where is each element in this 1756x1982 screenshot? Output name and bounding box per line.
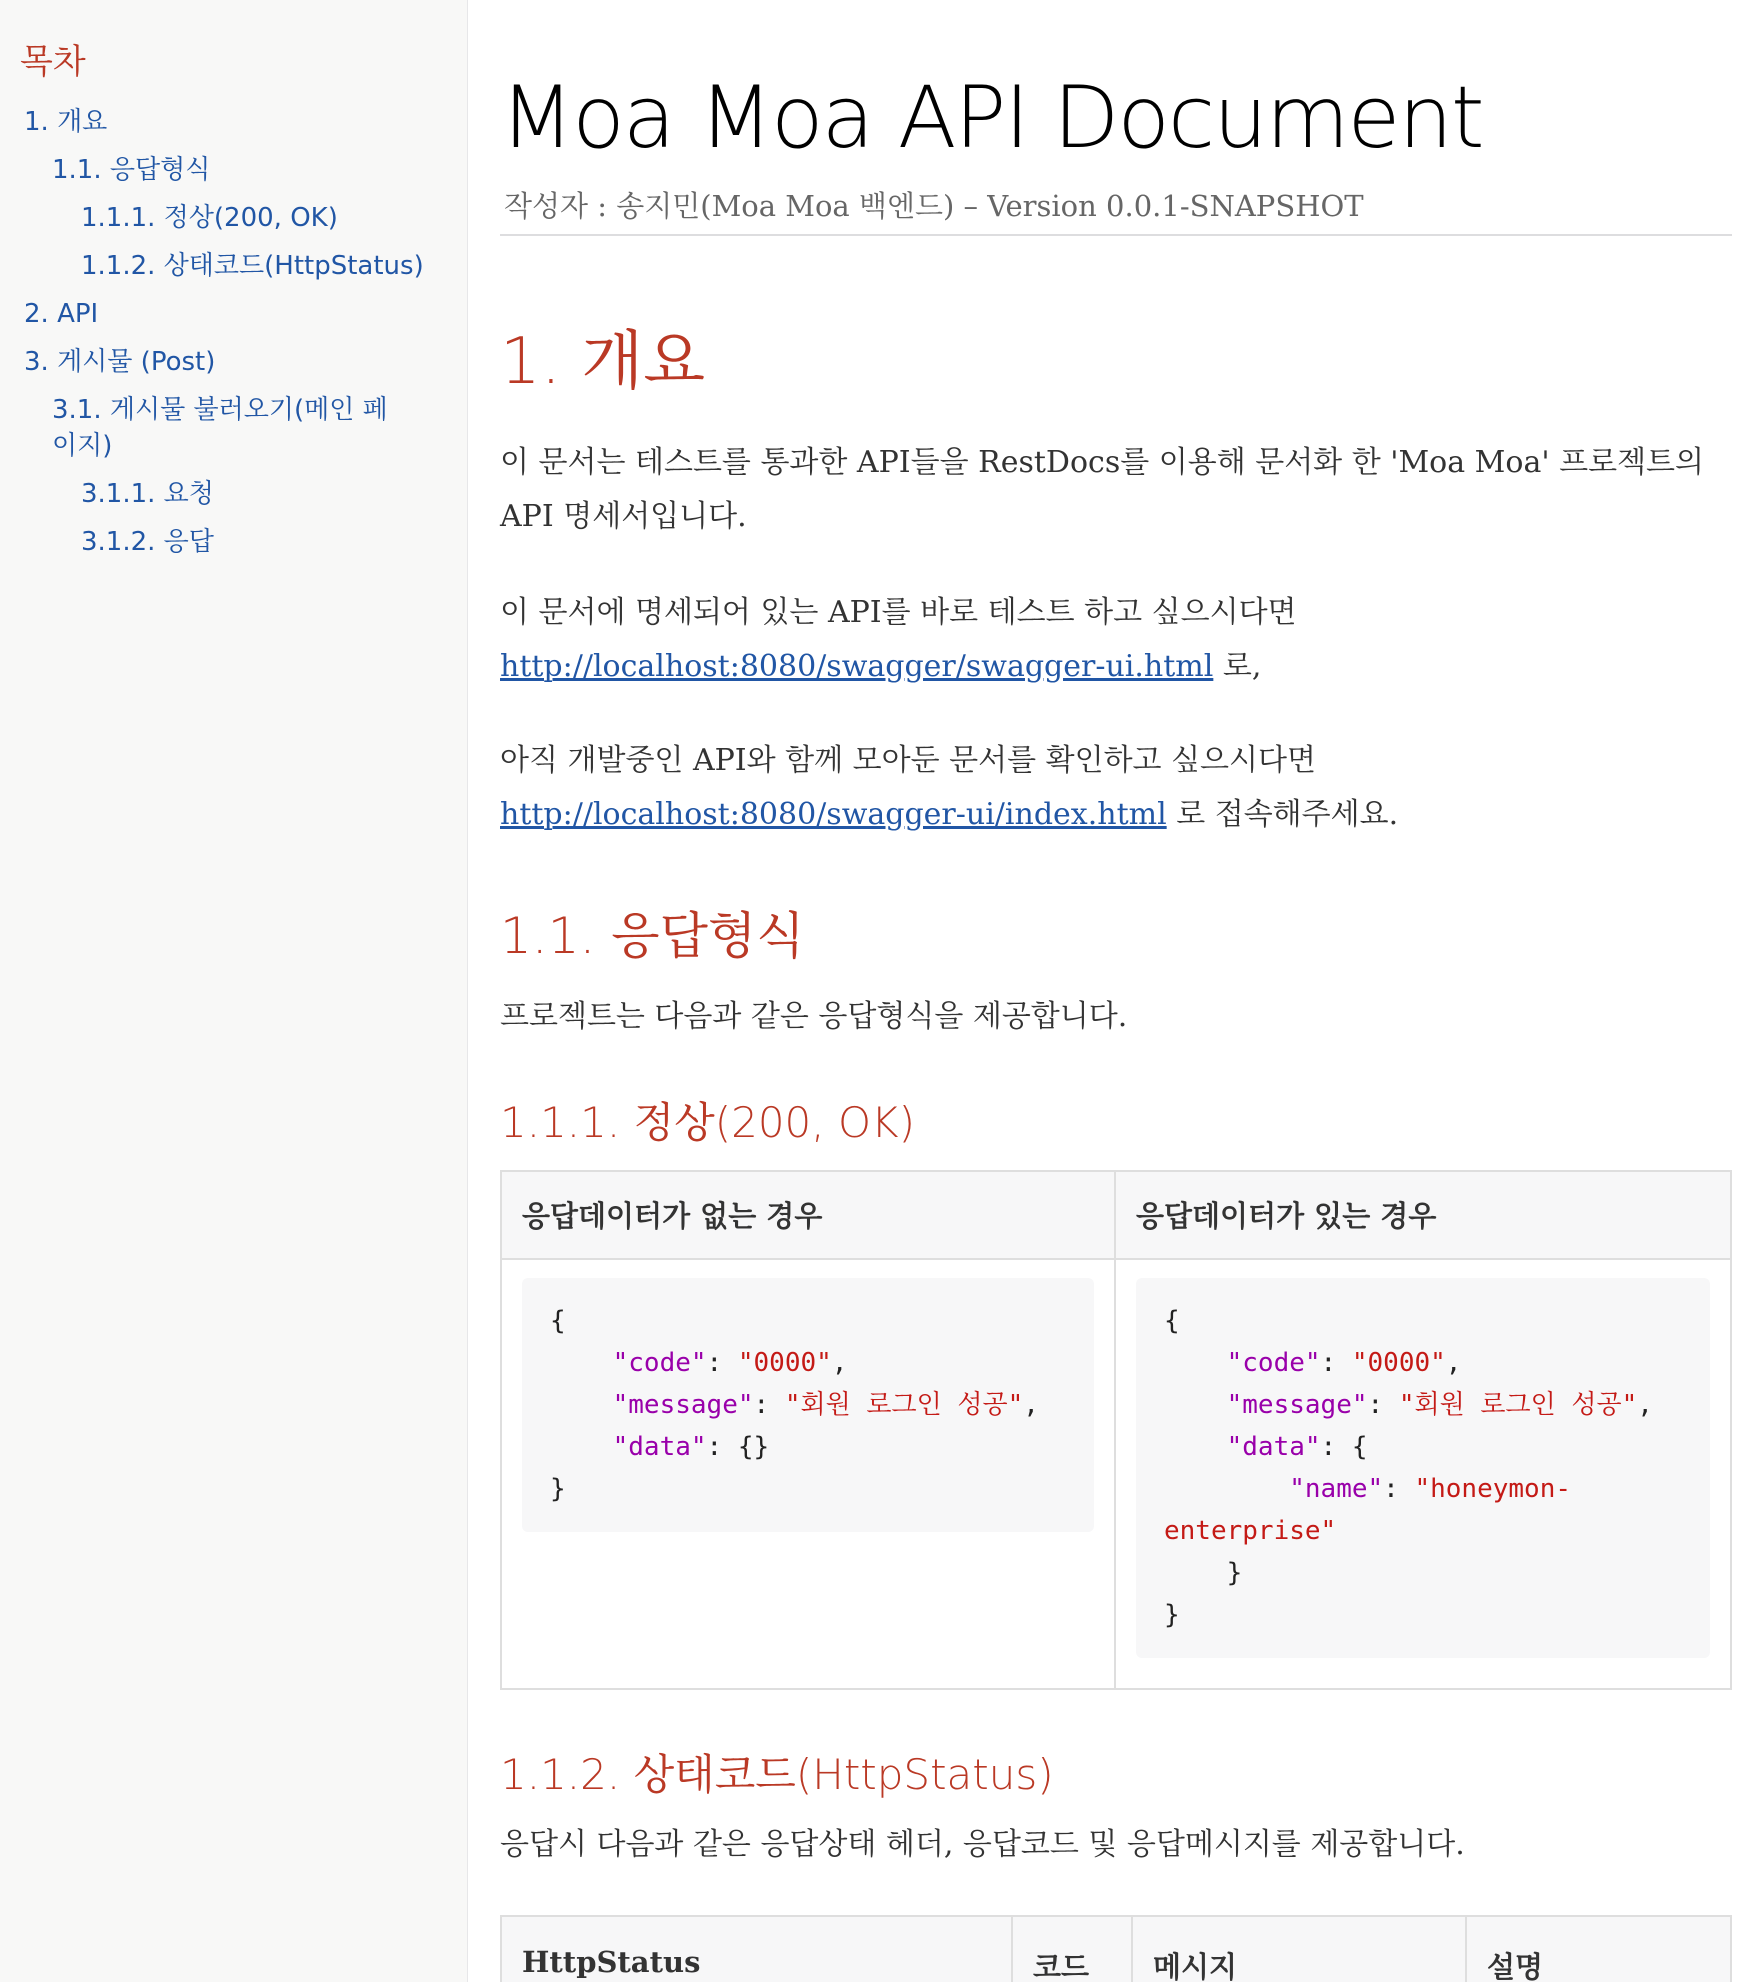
table-header: 응답데이터가 없는 경우 bbox=[501, 1171, 1115, 1259]
code-block: { "code": "0000", "message": "회원 로그인 성공", "data": { "name": "honeymon-enterprise" } } bbox=[1136, 1278, 1710, 1658]
paragraph: 응답시 다음과 같은 응답상태 헤더, 응답코드 및 응답메시지를 제공합니다. bbox=[500, 1827, 1465, 1862]
toc-item[interactable]: 3.1. 게시물 불러오기(메인 페이지) bbox=[52, 395, 388, 461]
table-cell bbox=[501, 1259, 1115, 1689]
paragraph-text: 로 접속해주세요. bbox=[1166, 797, 1399, 832]
paragraph: 이 문서는 테스트를 통과한 API들을 RestDocs를 이용해 문서화 한 'Moa Moa' 프로젝트의 API 명세서입니다. bbox=[500, 445, 1705, 534]
response-format-table bbox=[500, 1170, 1732, 1690]
table-header: 설명 bbox=[1466, 1916, 1731, 1982]
section-heading: 1. 개요 bbox=[500, 325, 706, 399]
toc-title: 목차 bbox=[20, 42, 86, 82]
swagger-index-link[interactable]: http://localhost:8080/swagger-ui/index.html bbox=[500, 797, 1167, 832]
swagger-link[interactable]: http://localhost:8080/swagger/swagger-ui.html bbox=[500, 649, 1214, 684]
section-heading: 1.1.2. 상태코드(HttpStatus) bbox=[500, 1750, 1054, 1799]
toc-item[interactable]: 1.1.2. 상태코드(HttpStatus) bbox=[81, 251, 424, 281]
paragraph: 프로젝트는 다음과 같은 응답형식을 제공합니다. bbox=[500, 999, 1128, 1034]
table-of-contents bbox=[0, 0, 468, 1982]
toc-item[interactable]: 3.1.2. 응답 bbox=[81, 527, 214, 557]
status-code-table bbox=[500, 1915, 1732, 1982]
section-heading: 1.1.1. 정상(200, OK) bbox=[500, 1098, 915, 1147]
page-title: Moa Moa API Document bbox=[500, 68, 1483, 168]
paragraph bbox=[500, 734, 1732, 842]
toc-item[interactable]: 3.1.1. 요청 bbox=[81, 479, 214, 509]
table-header: 메시지 bbox=[1132, 1916, 1466, 1982]
toc-item[interactable]: 1.1.1. 정상(200, OK) bbox=[81, 203, 338, 233]
document-subtitle: 작성자 : 송지민(Moa Moa 백엔드) – Version 0.0.1-SNAPSHOT bbox=[504, 189, 1364, 223]
toc-item[interactable]: 1.1. 응답형식 bbox=[52, 155, 211, 185]
toc-item[interactable]: 1. 개요 bbox=[24, 107, 108, 137]
divider bbox=[500, 234, 1732, 236]
table-header: 코드 bbox=[1012, 1916, 1132, 1982]
paragraph-text: 아직 개발중인 API와 함께 모아둔 문서를 확인하고 싶으시다면 bbox=[500, 743, 1316, 778]
table-header: 응답데이터가 있는 경우 bbox=[1115, 1171, 1731, 1259]
toc-item[interactable]: 3. 게시물 (Post) bbox=[24, 347, 216, 377]
table-header: HttpStatus bbox=[501, 1916, 1012, 1982]
paragraph bbox=[500, 586, 1732, 694]
table-cell bbox=[1115, 1259, 1731, 1689]
toc-item[interactable]: 2. API bbox=[24, 299, 99, 329]
paragraph-text: 로, bbox=[1213, 649, 1262, 684]
paragraph-text: 이 문서에 명세되어 있는 API를 바로 테스트 하고 싶으시다면 bbox=[500, 595, 1297, 630]
section-heading: 1.1. 응답형식 bbox=[500, 907, 805, 965]
code-block: { "code": "0000", "message": "회원 로그인 성공", "data": {} } bbox=[522, 1278, 1094, 1532]
